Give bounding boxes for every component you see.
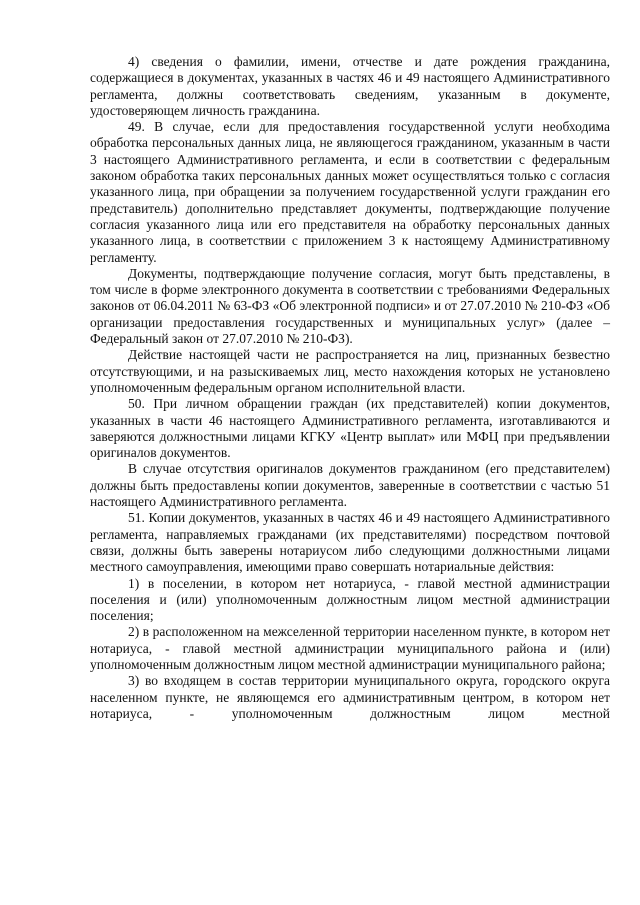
paragraph-51: 51. Копии документов, указанных в частях 46 и 49 настоящего Административного регламента, направляемых гражданами (их представителями) посредством почтовой связи, должны быть заверены нотариусом либо следующими должностными лицами местного самоуправления, имеющими право совершать нотариальные действия: xyxy=(90,510,610,575)
paragraph-item-1: 1) в поселении, в котором нет нотариуса, - главой местной администрации поселения и (или) уполномоченным должностным лицом местной администрации поселения; xyxy=(90,575,610,624)
paragraph-item-4: 4) сведения о фамилии, имени, отчестве и дате рождения гражданина, содержащиеся в документах, указанных в частях 46 и 49 настоящего Административного регламента, должны соответствовать сведениям, указанным в документе, удостоверяющем личность гражданина. xyxy=(90,54,610,118)
paragraph-50: 50. При личном обращении граждан (их представителей) копии документов, указанных в части 46 настоящего Административного регламента, изготавливаются и заверяются должностными лицами КГКУ «Центр выплат» или МФЦ при предъявлении оригиналов документов. xyxy=(90,396,610,461)
paragraph-exception: Действие настоящей части не распространяется на лиц, признанных безвестно отсутствующими, и на разыскиваемых лиц, место нахождения которых не установлено уполномоченным федеральным органом исполнительной власти. xyxy=(90,347,610,395)
paragraph-consent-documents: Документы, подтверждающие получение согласия, могут быть представлены, в том числе в форме электронного документа в соответствии с требованиями Федеральных законов от 06.04.2011 № 63-ФЗ «Об электронной подписи» и от 27.07.2010 № 210-ФЗ «Об организации предоставления государственных и муниципальных услуг» (далее – Федеральный закон от 27.07.2010 № 210-ФЗ). xyxy=(90,265,610,347)
paragraph-49: 49. В случае, если для предоставления государственной услуги необходима обработка персональных данных лица, не являющегося гражданином, указанным в части 3 настоящего Административного регламента, и если в соответствии с федеральным законом обработка таких персональных данных может осуществляться только с согласия указанного лица, при обращении за получением государственной услуги гражданин его представитель) дополнительно представляет документы, подтверждающие получение согласия указанного лица или его представителя на обработку персональных данных указанного лица, в соответствии с приложением 3 к настоящему Административному регламенту. xyxy=(90,119,610,265)
paragraph-item-3: 3) во входящем в состав территории муниципального округа, городского округа населенном пункте, не являющемся его административным центром, в котором нет нотариуса, - уполномоченным должностным лицом местной xyxy=(90,673,610,721)
paragraph-missing-originals: В случае отсутствия оригиналов документов гражданином (его представителем) должны быть предоставлены копии документов, заверенные в соответствии с частью 51 настоящего Административного регламента. xyxy=(90,461,610,510)
paragraph-item-2: 2) в расположенном на межселенной территории населенном пункте, в котором нет нотариуса, - главой местной администрации муниципального района и (или) уполномоченным должностным лицом местной администрации муниципального района; xyxy=(90,624,610,672)
